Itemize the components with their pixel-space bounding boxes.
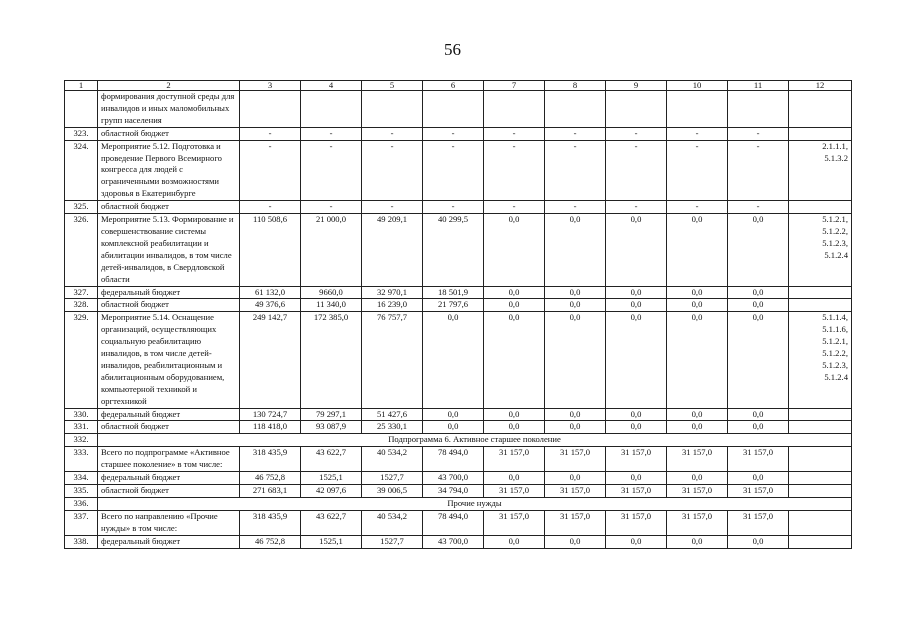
value-cell: - [667,201,728,214]
value-cell: - [362,127,423,140]
value-cell: 0,0 [667,408,728,421]
indicator-codes: 5.1.2.1, 5.1.2.2, 5.1.2.3, 5.1.2.4 [789,214,852,286]
value-cell [606,91,667,128]
value-cell: 31 157,0 [545,510,606,535]
value-cell: - [423,140,484,201]
value-cell: 31 157,0 [667,510,728,535]
section-row [65,497,852,510]
row-number: 327. [65,286,98,299]
value-cell: 0,0 [606,286,667,299]
value-cell: 21 797,6 [423,299,484,312]
value-cell: 31 157,0 [545,485,606,498]
value-cell: 31 157,0 [484,447,545,472]
section-row [65,434,852,447]
value-cell: 31 157,0 [606,485,667,498]
value-cell: 49 209,1 [362,214,423,286]
value-cell: 0,0 [484,421,545,434]
column-header: 11 [728,81,789,91]
value-cell [728,91,789,128]
value-cell: 0,0 [728,535,789,548]
indicator-codes [789,421,852,434]
row-number: 330. [65,408,98,421]
value-cell: 0,0 [484,312,545,408]
indicator-codes [789,201,852,214]
value-cell: 0,0 [728,421,789,434]
value-cell [362,91,423,128]
value-cell [667,91,728,128]
value-cell [301,91,362,128]
row-number: 333. [65,447,98,472]
table-row [65,535,852,548]
value-cell: 0,0 [728,472,789,485]
value-cell: - [484,127,545,140]
table-row [65,408,852,421]
row-number [65,91,98,128]
column-header: 4 [301,81,362,91]
table-row [65,299,852,312]
table-row [65,312,852,408]
row-number: 335. [65,485,98,498]
value-cell: 1527,7 [362,535,423,548]
value-cell: - [545,201,606,214]
value-cell: 318 435,9 [240,447,301,472]
indicator-codes [789,472,852,485]
indicator-codes [789,91,852,128]
value-cell: - [484,140,545,201]
value-cell: 0,0 [606,421,667,434]
indicator-codes [789,485,852,498]
row-description: Всего по направлению «Прочие нужды» в том числе: [98,510,240,535]
indicator-codes [789,535,852,548]
indicator-codes [789,127,852,140]
value-cell: 31 157,0 [728,447,789,472]
value-cell: - [484,201,545,214]
table-row [65,421,852,434]
value-cell: 271 683,1 [240,485,301,498]
value-cell: 0,0 [667,472,728,485]
value-cell: - [240,140,301,201]
row-number: 323. [65,127,98,140]
value-cell: 0,0 [484,299,545,312]
value-cell: - [606,140,667,201]
value-cell: 0,0 [545,299,606,312]
value-cell: 0,0 [484,286,545,299]
table-row [65,214,852,286]
table-row [65,447,852,472]
value-cell: - [240,201,301,214]
value-cell: 49 376,6 [240,299,301,312]
value-cell: 93 087,9 [301,421,362,434]
value-cell: - [362,201,423,214]
row-number: 324. [65,140,98,201]
table-row [65,472,852,485]
indicator-codes [789,510,852,535]
value-cell: 1525,1 [301,472,362,485]
row-description: федеральный бюджет [98,535,240,548]
value-cell: - [728,127,789,140]
value-cell: 51 427,6 [362,408,423,421]
value-cell: 0,0 [423,408,484,421]
table-row [65,510,852,535]
indicator-codes [789,408,852,421]
value-cell: 1525,1 [301,535,362,548]
value-cell: 0,0 [484,214,545,286]
value-cell: 0,0 [606,312,667,408]
value-cell: 0,0 [728,312,789,408]
value-cell: 32 970,1 [362,286,423,299]
value-cell: 31 157,0 [667,447,728,472]
row-number: 328. [65,299,98,312]
value-cell: 25 330,1 [362,421,423,434]
row-description: областной бюджет [98,485,240,498]
column-header: 3 [240,81,301,91]
row-description: областной бюджет [98,201,240,214]
value-cell: - [606,127,667,140]
value-cell: 46 752,8 [240,535,301,548]
value-cell: 0,0 [484,535,545,548]
column-number-row [65,81,852,91]
value-cell: 40 534,2 [362,447,423,472]
value-cell: 42 097,6 [301,485,362,498]
row-number: 338. [65,535,98,548]
value-cell: 61 132,0 [240,286,301,299]
value-cell: - [545,127,606,140]
value-cell: 0,0 [667,286,728,299]
row-number: 332. [65,434,98,447]
value-cell: 0,0 [606,535,667,548]
value-cell: - [545,140,606,201]
value-cell [545,91,606,128]
table-row [65,127,852,140]
row-description: областной бюджет [98,421,240,434]
value-cell: 16 239,0 [362,299,423,312]
column-header: 2 [98,81,240,91]
table-row [65,140,852,201]
indicator-codes [789,447,852,472]
value-cell: 318 435,9 [240,510,301,535]
value-cell: 31 157,0 [728,510,789,535]
row-number: 331. [65,421,98,434]
value-cell: - [362,140,423,201]
value-cell: 0,0 [545,214,606,286]
value-cell: 0,0 [606,214,667,286]
row-number: 326. [65,214,98,286]
value-cell: 172 385,0 [301,312,362,408]
row-number: 325. [65,201,98,214]
value-cell: - [423,127,484,140]
row-description: областной бюджет [98,127,240,140]
value-cell: - [301,140,362,201]
value-cell: 0,0 [545,535,606,548]
table-row [65,485,852,498]
value-cell: 0,0 [545,312,606,408]
row-description: федеральный бюджет [98,286,240,299]
column-header: 1 [65,81,98,91]
row-description: областной бюджет [98,299,240,312]
indicator-codes [789,299,852,312]
value-cell: 0,0 [728,408,789,421]
value-cell: 31 157,0 [545,447,606,472]
value-cell: 40 534,2 [362,510,423,535]
value-cell: 0,0 [606,408,667,421]
indicator-codes: 2.1.1.1, 5.1.3.2 [789,140,852,201]
row-description: формирования доступной среды для инвалидов и иных маломобильных групп населения [98,91,240,128]
value-cell: 0,0 [667,535,728,548]
value-cell: 0,0 [484,408,545,421]
value-cell: 0,0 [606,472,667,485]
column-header: 6 [423,81,484,91]
value-cell: 0,0 [667,421,728,434]
value-cell: 21 000,0 [301,214,362,286]
value-cell: - [728,140,789,201]
value-cell [423,91,484,128]
column-header: 8 [545,81,606,91]
row-number: 334. [65,472,98,485]
value-cell: 118 418,0 [240,421,301,434]
value-cell: 31 157,0 [728,485,789,498]
column-header: 9 [606,81,667,91]
value-cell: 0,0 [484,472,545,485]
value-cell: 0,0 [728,299,789,312]
value-cell [484,91,545,128]
row-description: Мероприятие 5.14. Оснащение организаций, осуществляющих социальную реабилитацию инвалидов, в том числе детей-инвалидов, реабилитационным и абилитационным оборудованием, компьютерной техникой и оргтехникой [98,312,240,408]
value-cell: - [240,127,301,140]
value-cell: 0,0 [423,421,484,434]
value-cell: 18 501,9 [423,286,484,299]
table-row [65,91,852,128]
row-description: Мероприятие 5.13. Формирование и совершенствование системы комплексной реабилитации и абилитации инвалидов, в том числе детей-инвалидов, в Свердловской области [98,214,240,286]
value-cell [240,91,301,128]
value-cell: 46 752,8 [240,472,301,485]
value-cell: 31 157,0 [606,510,667,535]
section-title: Прочие нужды [98,497,852,510]
value-cell: 0,0 [728,286,789,299]
section-title: Подпрограмма 6. Активное старшее поколение [98,434,852,447]
value-cell: - [301,201,362,214]
value-cell: 0,0 [667,299,728,312]
value-cell: 39 006,5 [362,485,423,498]
value-cell: 0,0 [545,286,606,299]
indicator-codes: 5.1.1.4, 5.1.1.6, 5.1.2.1, 5.1.2.2, 5.1.2.3, 5.1.2.4 [789,312,852,408]
row-description: федеральный бюджет [98,472,240,485]
row-number: 329. [65,312,98,408]
value-cell: - [728,201,789,214]
value-cell: 78 494,0 [423,447,484,472]
value-cell: 31 157,0 [667,485,728,498]
value-cell: - [423,201,484,214]
value-cell: 43 700,0 [423,472,484,485]
row-description: Всего по подпрограмме «Активное старшее поколение» в том числе: [98,447,240,472]
table-row [65,286,852,299]
value-cell: 31 157,0 [606,447,667,472]
value-cell: 0,0 [606,299,667,312]
page-number: 56 [444,40,461,59]
column-header: 5 [362,81,423,91]
column-header: 12 [789,81,852,91]
value-cell: 110 508,6 [240,214,301,286]
value-cell: 31 157,0 [484,485,545,498]
value-cell: 78 494,0 [423,510,484,535]
value-cell: 40 299,5 [423,214,484,286]
table-body [65,81,852,549]
value-cell: - [301,127,362,140]
value-cell: 31 157,0 [484,510,545,535]
value-cell: 249 142,7 [240,312,301,408]
value-cell: 0,0 [545,472,606,485]
column-header: 10 [667,81,728,91]
value-cell: 79 297,1 [301,408,362,421]
value-cell: 0,0 [423,312,484,408]
value-cell: 9660,0 [301,286,362,299]
indicator-codes [789,286,852,299]
value-cell: 11 340,0 [301,299,362,312]
value-cell: 0,0 [545,421,606,434]
table-row [65,201,852,214]
value-cell: 43 622,7 [301,447,362,472]
value-cell: 0,0 [545,408,606,421]
value-cell: 1527,7 [362,472,423,485]
value-cell: 34 794,0 [423,485,484,498]
value-cell: - [606,201,667,214]
value-cell: 130 724,7 [240,408,301,421]
value-cell: - [667,140,728,201]
value-cell: 43 700,0 [423,535,484,548]
value-cell: 0,0 [667,214,728,286]
value-cell: 0,0 [728,214,789,286]
row-description: Мероприятие 5.12. Подготовка и проведение Первого Всемирного конгресса для людей с ограниченными возможностями здоровья в Екатеринбурге [98,140,240,201]
value-cell: 76 757,7 [362,312,423,408]
row-number: 337. [65,510,98,535]
value-cell: 0,0 [667,312,728,408]
row-number: 336. [65,497,98,510]
value-cell: 43 622,7 [301,510,362,535]
budget-table [64,80,852,549]
column-header: 7 [484,81,545,91]
row-description: федеральный бюджет [98,408,240,421]
value-cell: - [667,127,728,140]
